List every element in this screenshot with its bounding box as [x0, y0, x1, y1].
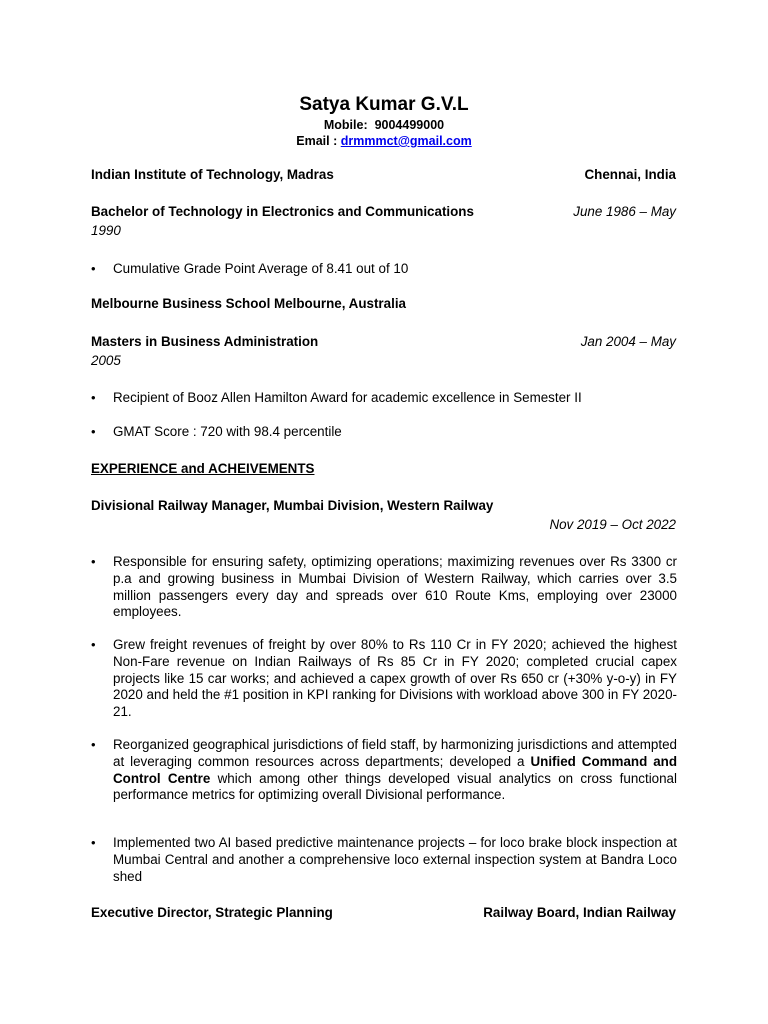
edu1-degree-row	[91, 203, 676, 221]
edu2-bullet-2-text: GMAT Score : 720 with 98.4 percentile	[113, 424, 342, 439]
mobile-label: Mobile:	[323, 118, 368, 132]
mobile-number: 9004499000	[374, 118, 445, 132]
bullet-dot: •	[91, 737, 96, 752]
unified-command-centre: Unified Command and Control Centre	[113, 753, 677, 786]
edu1-location: Chennai, India	[584, 167, 676, 182]
role1-bullet-4-text: Implemented two AI based predictive maintenance projects – for loco brake block inspection at Mumbai Central and another a comprehensive loco external inspection system at Bandra Loco shed	[113, 835, 677, 884]
edu1-bullet-text: Cumulative Grade Point Average of 8.41 out of 10	[113, 261, 409, 276]
edu1-bullet	[91, 261, 677, 278]
email-label: Email :	[296, 134, 338, 148]
role1-bullet-4	[91, 835, 677, 885]
candidate-name: Satya Kumar G.V.L	[299, 94, 469, 115]
bullet-3-pre: Reorganized geographical jurisdictions of field staff, by harmonizing jurisdictions and attempted at leveraging common resources across departments; developed a	[113, 737, 677, 769]
role1-title: Divisional Railway Manager, Mumbai Division, Western Railway	[91, 498, 494, 513]
edu2-bullet-2	[91, 424, 677, 441]
role1-dates: Nov 2019 – Oct 2022	[549, 517, 676, 532]
edu1-institution: Indian Institute of Technology, Madras	[91, 167, 334, 182]
bullet-dot: •	[91, 835, 96, 850]
edu1-dates: June 1986 – May	[573, 204, 676, 219]
edu1-dates-cont: 1990	[91, 223, 121, 238]
role1-bullet-1	[91, 554, 677, 621]
role1-bullet-2	[91, 637, 677, 721]
role1-bullet-1-text: Responsible for ensuring safety, optimizing operations; maximizing revenues over Rs 3300 cr p.a and growing business in Mumbai Division of Western Railway, which carries over 3.5 million passengers every day and spreads over 610 Route Kms, employing over 23000 employees.	[113, 554, 677, 620]
bullet-dot: •	[91, 637, 96, 652]
edu2-institution: Melbourne Business School Melbourne, Australia	[91, 296, 406, 311]
edu2-dates-cont: 2005	[91, 353, 121, 368]
role2-row	[91, 904, 676, 922]
role2-title: Executive Director, Strategic Planning	[91, 905, 333, 920]
email-line	[0, 133, 768, 149]
edu2-degree: Masters in Business Administration	[91, 334, 319, 349]
bullet-3-post: which among other things developed visual analytics on cross functional performance metrics for optimizing overall Divisional performance.	[113, 770, 677, 803]
bullet-dot: •	[91, 390, 96, 405]
edu2-dates: Jan 2004 – May	[580, 334, 676, 349]
bullet-dot: •	[91, 554, 96, 569]
edu2-bullet-1	[91, 390, 677, 407]
bullet-dot: •	[91, 261, 96, 276]
role2-org: Railway Board, Indian Railway	[483, 905, 676, 920]
edu2-degree-row	[91, 333, 676, 351]
role1-bullet-3	[91, 737, 677, 804]
edu2-bullet-1-text: Recipient of Booz Allen Hamilton Award for academic excellence in Semester II	[113, 390, 582, 405]
experience-heading: EXPERIENCE and ACHEIVEMENTS	[91, 461, 315, 476]
role1-bullet-3-text	[113, 737, 677, 804]
mobile-line	[0, 117, 768, 133]
edu1-degree: Bachelor of Technology in Electronics and Communications	[91, 204, 474, 219]
bullet-dot: •	[91, 424, 96, 439]
role1-bullet-2-text: Grew freight revenues of freight by over 80% to Rs 110 Cr in FY 2020; achieved the highest Non-Fare revenue on Indian Railways of Rs 85 Cr in FY 2020; completed crucial capex projects like 15 car works; and achieved a capex growth of over Rs 650 cr (+30% y-o-y) in FY 2020 and held the #1 position in KPI ranking for Divisions with workload above 300 in FY 2020-21.	[113, 637, 677, 720]
email-link[interactable]: drmmmct@gmail.com	[340, 134, 472, 148]
resume-header	[0, 93, 768, 149]
edu1-institution-row	[91, 166, 676, 184]
